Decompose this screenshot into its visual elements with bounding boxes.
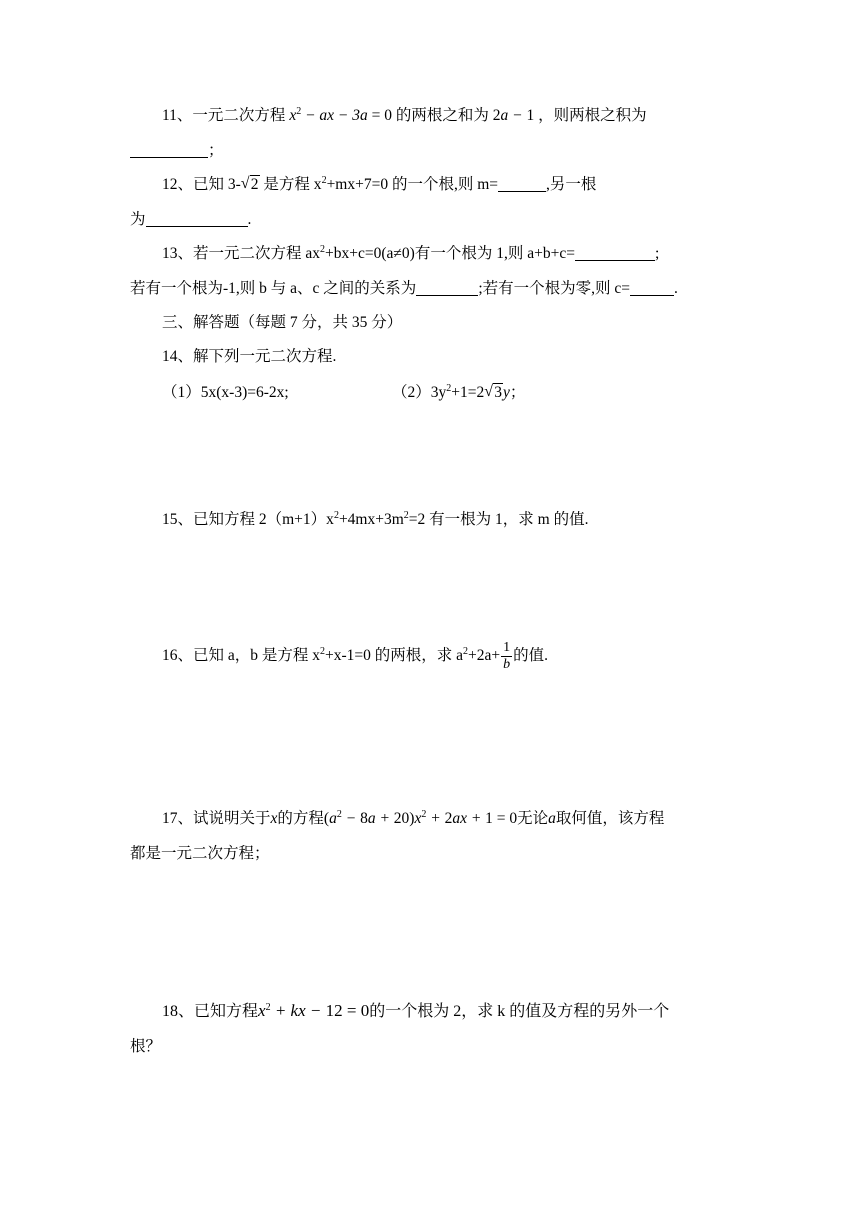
q14-part2-sup: 2 [446, 383, 452, 394]
q13-text-b: 若有一个根为-1,则 b 与 a、c 之间的关系为 [130, 280, 417, 297]
q15-b: +4mx+3m [338, 511, 404, 528]
q16-fraction: $\frac{1}{b}$ [503, 640, 511, 672]
q14-part2: $(2)3y^2+1=2$ √ 3y； [392, 382, 525, 404]
q13-end2: . [674, 280, 678, 297]
q16-b: +x-1=0 的两根，求 a [325, 647, 464, 665]
q17-a: 17、试说明关于 [162, 810, 271, 827]
q17-b: 的方程 [277, 810, 324, 827]
q11-equation: $x^2$ − ax − 3a = 0 [289, 106, 393, 124]
q17-line1: 17、试说明关于x的方程$(a^2 - 8a + 20)x^2 + 2ax + 1 = 0$无论a取何值，该方程 [162, 809, 665, 827]
q18-line2: 根？ [130, 1038, 162, 1055]
q11-line2 [130, 140, 224, 162]
q12-end: . [247, 211, 252, 228]
q18-equation: $x^2$ + kx − 12 = 0 [258, 1001, 370, 1020]
q12-blank-m[interactable] [498, 175, 546, 192]
q12-text-d: 为 [130, 211, 146, 228]
q13-line2 [130, 278, 678, 300]
q12-text-a: 是方程 x [263, 176, 322, 193]
q18-b: 的一个根为 2，求 k 的值及方程的另外一个 [369, 1003, 670, 1020]
q13-line1 [162, 243, 659, 265]
q14-label: 14、解下列一元二次方程. [162, 348, 337, 365]
section-3-heading: 三、解答题（每题 7 分，共 35 分） [162, 314, 403, 331]
q11-text-b: ，则两根之积为 [538, 107, 647, 124]
q16-sup2: 2 [463, 646, 469, 658]
q11-sum: 2a − 1 [492, 107, 535, 124]
q15-a: 15、已知方程 2（m+1）x [162, 511, 334, 528]
q17-line2: 都是一元二次方程； [130, 845, 270, 862]
q13-sup: 2 [320, 244, 326, 255]
q16-sup1: 2 [320, 646, 326, 658]
q13-text-a: +bx+c=0(a≠0)有一个根为 1,则 a+b+c= [325, 245, 575, 262]
q13-blank-sum[interactable] [575, 244, 655, 261]
q14-part1: （1）5x(x-3)=6-2x; [162, 384, 289, 401]
q12-text-c: ,另一根 [546, 176, 597, 193]
q11-end: ； [208, 142, 224, 159]
q12-sup: 2 [321, 175, 327, 186]
q13-end1: ; [654, 245, 660, 262]
q18-a: 18、已知方程 [162, 1003, 259, 1020]
q14-part2-sqrt: √ 3 [484, 383, 502, 401]
q13-blank-c[interactable] [630, 279, 674, 296]
q12-line1 [162, 174, 596, 196]
q14-part2-b: +1=2 [451, 384, 485, 401]
q17-equation: $(a^2 - 8a + 20)x^2 + 2ax + 1 = 0$ [323, 809, 518, 827]
q12-line2 [130, 209, 251, 231]
q14-part2-a: （2）3y [392, 384, 447, 401]
q16-line [162, 640, 548, 673]
q12-blank-root[interactable] [146, 210, 248, 227]
q13-text-c: ;若有一个根为零,则 c= [478, 280, 630, 297]
q15-c: =2 有一根为 1，求 m 的值. [408, 511, 589, 528]
q16-d: 的值. [513, 647, 549, 665]
q15-sup-b: 2 [403, 510, 409, 521]
q11-text-a: 的两根之和为 [395, 107, 489, 124]
q12-label: 12、已知 3- [162, 176, 241, 193]
q17-c: 无论 [517, 810, 549, 827]
q11-line1 [162, 105, 647, 127]
q18-line1 [162, 1000, 669, 1023]
q11-label: 11、一元二次方程 [162, 107, 286, 124]
q14-part2-end: ； [509, 384, 526, 401]
q13-blank-relation[interactable] [416, 279, 478, 296]
q13-label: 13、若一元二次方程 ax [162, 245, 321, 262]
q17-d: 取何值，该方程 [555, 810, 665, 827]
q15-sup: 2 [333, 510, 339, 521]
q16-a: 16、已知 a，b 是方程 x [162, 647, 321, 665]
q16-c: +2a+ [468, 647, 501, 665]
q12-sqrt: √ 2 [240, 175, 259, 193]
q15-line [162, 509, 588, 531]
q12-text-b: +mx+7=0 的一个根,则 m= [326, 176, 499, 193]
q11-answer-blank[interactable] [130, 141, 208, 158]
